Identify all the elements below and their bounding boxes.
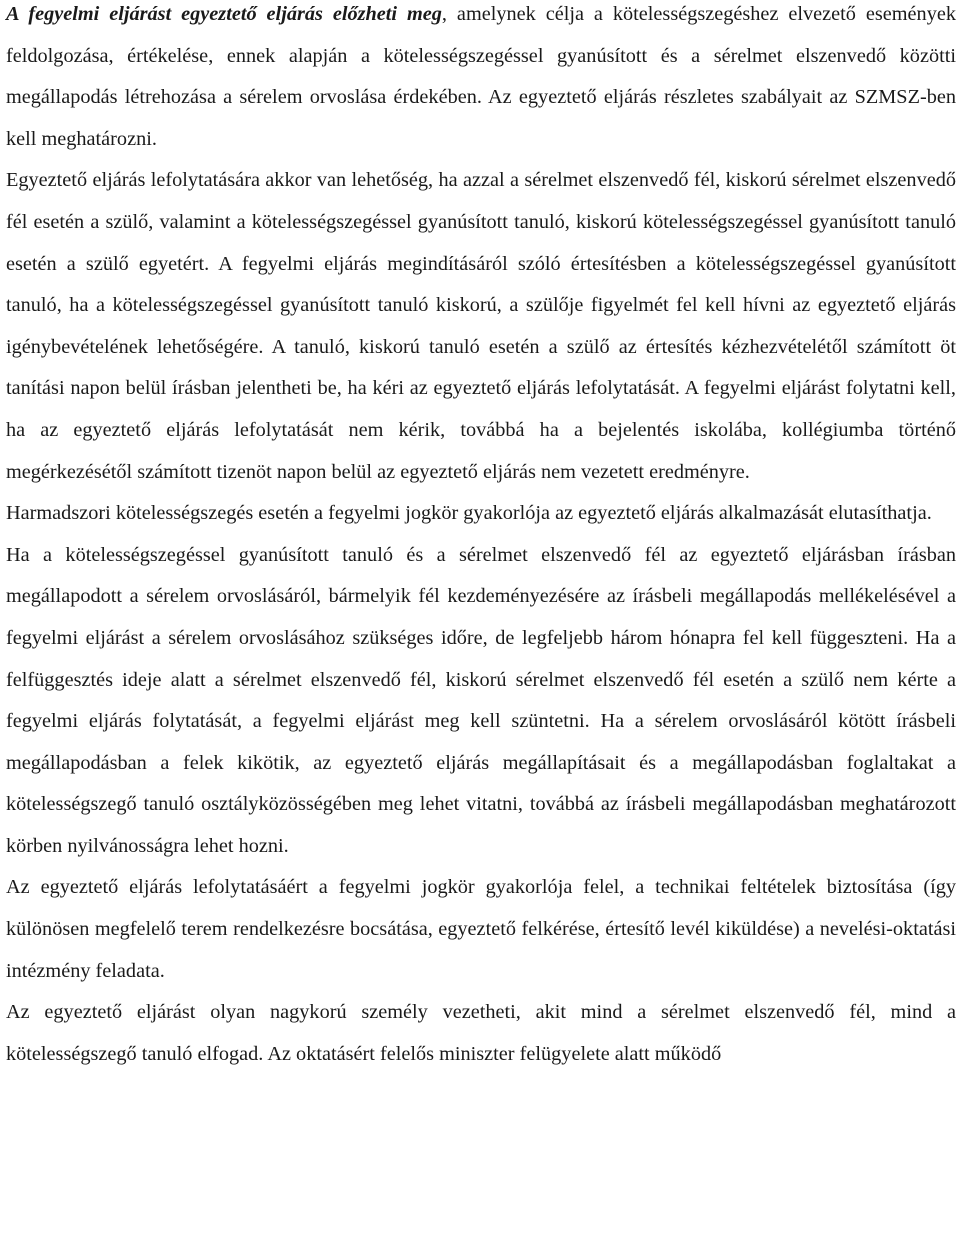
paragraph-intro-lead: A fegyelmi eljárást egyeztető eljárás előzheti meg [6, 3, 442, 25]
document-page [6, 0, 956, 1075]
paragraph-responsibility: Az egyeztető eljárás lefolytatásáért a fegyelmi jogkör gyakorlója felel, a technikai feltételek biztosítása (így különösen megfelelő terem rendelkezésre bocsátása, egyeztető felkérése, értesítő levél kiküldése) a nevelési-oktatási intézmény feladata. [6, 876, 956, 982]
paragraph-intro-text: , amelynek célja a kötelességszegéshez elvezető események feldolgozása, értékelése, ennek alapján a kötelességszegéssel gyanúsított és a sérelmet elszenvedő közötti megállapodás létrehozása a sérelem orvoslása érdekében. Az egyeztető eljárás részletes szabályait az SZMSZ-ben kell meghatározni. [6, 3, 956, 150]
paragraph-agreement: Ha a kötelességszegéssel gyanúsított tanuló és a sérelmet elszenvedő fél az egyeztető eljárásban írásban megállapodott a sérelem orvoslásáról, bármelyik fél kezdeményezésére az írásbeli megállapodás mellékelésével a fegyelmi eljárást a sérelem orvoslásához szükséges időre, de legfeljebb három hónapra fel kell függeszteni. Ha a felfüggesztés ideje alatt a sérelmet elszenvedő fél, kiskorú sérelmet elszenvedő fél esetén a szülő nem kérte a fegyelmi eljárás folytatását, a fegyelmi eljárást meg kell szüntetni. Ha a sérelem orvoslásáról kötött írásbeli megállapodásban a felek kikötik, az egyeztető eljárás megállapításait és a megállapodásban foglaltakat a kötelességszegő tanuló osztályközösségében meg lehet vitatni, továbbá az írásbeli megállapodásban meghatározott körben nyilvánosságra lehet hozni. [6, 543, 956, 857]
paragraph-conditions: Egyeztető eljárás lefolytatására akkor van lehetőség, ha azzal a sérelmet elszenvedő fél, kiskorú sérelmet elszenvedő fél esetén a szülő, valamint a kötelességszegéssel gyanúsított tanuló, kiskorú kötelességszegéssel gyanúsított tanuló esetén a szülő egyetért. A fegyelmi eljárás megindításáról szóló értesítésben a kötelességszegéssel gyanúsított tanuló, ha a kötelességszegéssel gyanúsított tanuló kiskorú, a szülője figyelmét fel kell hívni az egyeztető eljárás igénybevételének lehetőségére. A tanuló, kiskorú tanuló esetén a szülő az értesítés kézhezvételétől számított öt tanítási napon belül írásban jelentheti be, ha kéri az egyeztető eljárás lefolytatását. A fegyelmi eljárást folytatni kell, ha az egyeztető eljárás lefolytatását nem kérik, továbbá ha a bejelentés iskolába, kollégiumba történő megérkezésétől számított tizenöt napon belül az egyeztető eljárás nem vezetett eredményre. [6, 169, 956, 483]
paragraph-intro [6, 0, 956, 160]
paragraph-mediator: Az egyeztető eljárást olyan nagykorú személy vezetheti, akit mind a sérelmet elszenvedő fél, mind a kötelességszegő tanuló elfogad. Az oktatásért felelős miniszter felügyelete alatt működő [6, 1001, 956, 1065]
paragraph-third-offense: Harmadszori kötelességszegés esetén a fegyelmi jogkör gyakorlója az egyeztető eljárás alkalmazását elutasíthatja. [6, 502, 932, 525]
